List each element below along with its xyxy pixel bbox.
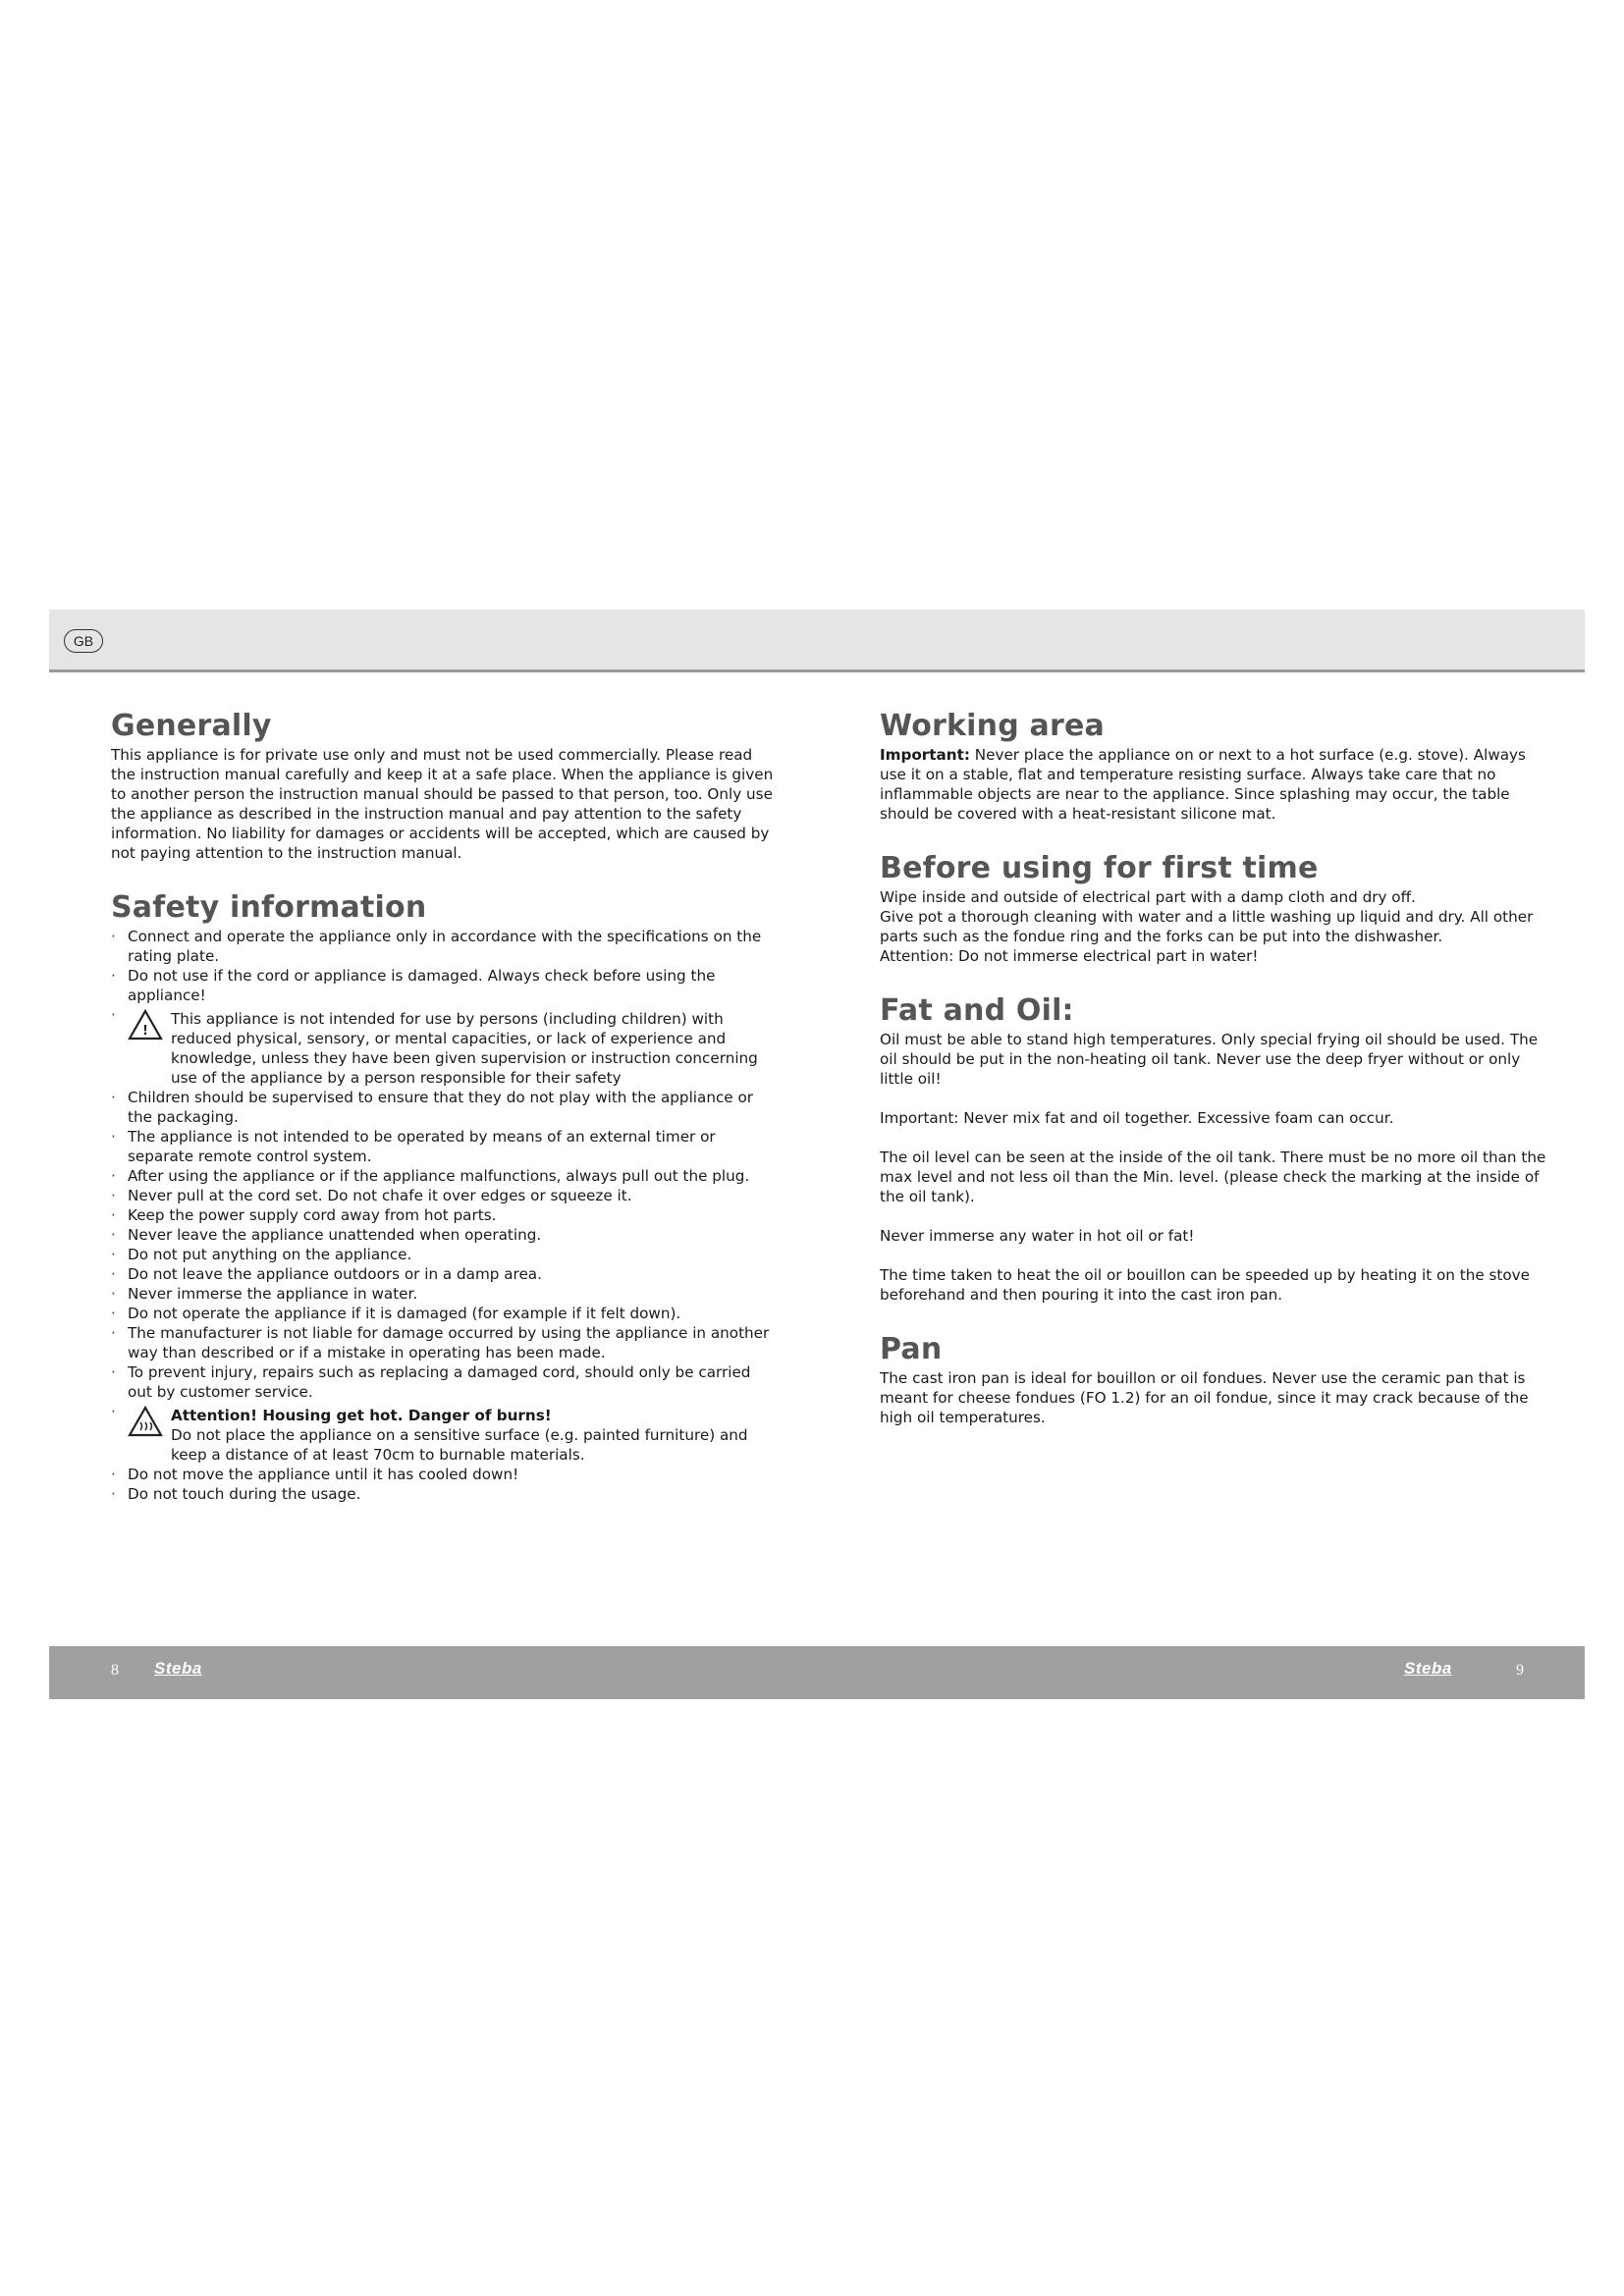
- section-first-time: [880, 851, 1547, 966]
- hot-warning: [111, 1402, 779, 1465]
- first-time-line: Attention: Do not immerse electrical part in water!: [880, 947, 1259, 965]
- warning-triangle-icon: [128, 1009, 163, 1041]
- section-fat-oil: [880, 993, 1547, 1305]
- page-number-left: 8: [111, 1662, 119, 1679]
- generally-heading: Generally: [111, 709, 272, 743]
- safety-item: · After using the appliance or if the appliance malfunctions, always pull out the plug.: [111, 1166, 779, 1186]
- safety-item: · Children should be supervised to ensure that they do not play with the appliance or the packaging.: [111, 1088, 779, 1127]
- section-safety: [111, 890, 779, 1504]
- first-time-heading: Before using for first time: [880, 851, 1319, 885]
- pan-heading: Pan: [880, 1332, 943, 1366]
- safety-item: · Connect and operate the appliance only in accordance with the specifications on the rating plate.: [111, 927, 779, 966]
- fat-oil-heading: Fat and Oil:: [880, 993, 1074, 1028]
- safety-heading: Safety information: [111, 890, 427, 925]
- section-generally: [111, 709, 779, 863]
- safety-item: · Never immerse the appliance in water.: [111, 1284, 779, 1304]
- safety-item: · Keep the power supply cord away from hot parts.: [111, 1205, 779, 1225]
- section-pan: [880, 1332, 1547, 1427]
- safety-item: · The appliance is not intended to be operated by means of an external timer or separate remote control system.: [111, 1127, 779, 1166]
- safety-item: · Do not put anything on the appliance.: [111, 1245, 779, 1264]
- hot-surface-warning-icon: [128, 1406, 163, 1437]
- safety-item: · Never pull at the cord set. Do not chafe it over edges or squeeze it.: [111, 1186, 779, 1205]
- page-number-right: 9: [1516, 1662, 1524, 1679]
- first-time-line: Give pot a thorough cleaning with water and a little washing up liquid and dry. All other parts such as the fondue ring and the forks can be put into the dishwasher.: [880, 908, 1534, 945]
- safety-item: · The manufacturer is not liable for damage occurred by using the appliance in another way than described or if a mistake in operating has been made.: [111, 1323, 779, 1362]
- fat-oil-paragraph: Oil must be able to stand high temperatures. Only special frying oil should be used. The oil should be put in the non-heating oil tank. Never use the deep fryer without or only little oil!: [880, 1031, 1539, 1088]
- safety-item: [111, 1005, 779, 1088]
- working-area-body: Never place the appliance on or next to a hot surface (e.g. stove). Always use it on a stable, flat and temperature resisting surface. Always take care that no inflammable objects are near to the appliance. Since splashing may occur, the table should be covered with a heat-resistant silicone mat.: [880, 746, 1526, 823]
- hot-warning-heading: · Attention! Housing get hot. Danger of burns!: [171, 1407, 552, 1424]
- svg-text:!: · !: [142, 1024, 148, 1039]
- persons-warning-text: This appliance is not intended for use by persons (including children) with reduced physical, sensory, or mental capacities, or lack of experience and knowledge, unless they have been given supervision or instruction concerning use of the appliance by a person responsible for their safety: [171, 1010, 758, 1087]
- right-column: [880, 709, 1547, 1455]
- safety-item: · Do not leave the appliance outdoors or in a damp area.: [111, 1264, 779, 1284]
- pan-text: The cast iron pan is ideal for bouillon or oil fondues. Never use the ceramic pan that is meant for cheese fondues (FO 1.2) for an oil fondue, since it may crack because of the high oil temperatures.: [880, 1369, 1529, 1426]
- safety-item: · Never leave the appliance unattended when operating.: [111, 1225, 779, 1245]
- section-working-area: [880, 709, 1547, 824]
- fat-oil-paragraph: Important: Never mix fat and oil together. Excessive foam can occur.: [880, 1109, 1394, 1127]
- left-column: [111, 709, 779, 1531]
- safety-list: [111, 927, 779, 1504]
- working-area-text: [880, 745, 1547, 824]
- brand-logo-right: Steba: [1404, 1659, 1452, 1678]
- fat-oil-paragraph: Never immerse any water in hot oil or fat!: [880, 1227, 1195, 1245]
- safety-item: · Do not use if the cord or appliance is damaged. Always check before using the appliance!: [111, 966, 779, 1005]
- first-time-line: Wipe inside and outside of electrical part with a damp cloth and dry off.: [880, 888, 1416, 906]
- footer-bar: [49, 1646, 1585, 1699]
- hot-warning-text: Do not place the appliance on a sensitive surface (e.g. painted furniture) and keep a distance of at least 70cm to burnable materials.: [171, 1426, 748, 1464]
- fat-oil-paragraph: The oil level can be seen at the inside of the oil tank. There must be no more oil than the max level and not less oil than the Min. level. (please check the marking at the inside of the oil tank).: [880, 1148, 1546, 1205]
- working-area-heading: Working area: [880, 709, 1105, 743]
- fat-oil-paragraph: The time taken to heat the oil or bouillon can be speeded up by heating it on the stove beforehand and then pouring it into the cast iron pan.: [880, 1266, 1530, 1304]
- generally-text: This appliance is for private use only and must not be used commercially. Please read the instruction manual carefully and keep it at a safe place. When the appliance is given to another person the instruction manual should be passed to that person, too. Only use the appliance as described in the instruction manual and pay attention to the safety information. No liability for damages or accidents will be accepted, which are caused by not paying attention to the instruction manual.: [111, 746, 774, 862]
- safety-item: · Do not touch during the usage.: [111, 1484, 779, 1504]
- safety-item: · To prevent injury, repairs such as replacing a damaged cord, should only be carried out by customer service.: [111, 1362, 779, 1402]
- safety-item: · Do not operate the appliance if it is damaged (for example if it felt down).: [111, 1304, 779, 1323]
- header-bar: [49, 610, 1585, 672]
- language-badge: GB: [64, 629, 103, 653]
- important-label: Important:: [880, 746, 970, 764]
- brand-logo-left: Steba: [154, 1659, 202, 1678]
- safety-item: · Do not move the appliance until it has cooled down!: [111, 1465, 779, 1484]
